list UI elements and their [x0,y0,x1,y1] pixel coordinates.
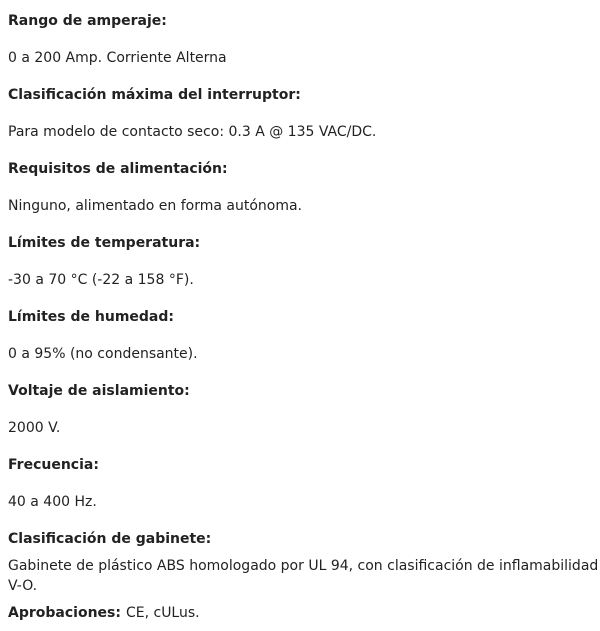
spec-label-enclosure-rating: Clasificación de gabinete: [8,530,212,547]
spec-label-temperature-limits: Límites de temperatura: [8,234,201,251]
spec-label-power-requirements: Requisitos de alimentación: [8,160,228,177]
spec-label-switch-rating: Clasificación máxima del interruptor: [8,86,301,103]
spec-value-approvals: CE, cULus. [125,604,200,621]
spec-approvals [8,594,600,631]
spec-label-amperage-range: Rango de amperaje: [8,12,167,29]
spec-value-humidity-limits: 0 a 95% (no condensante). [8,345,198,362]
spec-value-isolation-voltage: 2000 V. [8,419,61,436]
spec-label-frequency: Frecuencia: [8,456,99,473]
spec-value-frequency: 40 a 400 Hz. [8,493,97,510]
spec-value-enclosure-rating: Gabinete de plástico ABS homologado por UL 94, con clasificación de inflamabilidad V-O. [8,557,599,594]
spec-value-temperature-limits: -30 a 70 °C (-22 a 158 °F). [8,271,194,288]
spec-label-approvals: Aprobaciones: [8,604,121,621]
spec-label-humidity-limits: Límites de humedad: [8,308,174,325]
spec-value-power-requirements: Ninguno, alimentado en forma autónoma. [8,197,303,214]
spec-label-isolation-voltage: Voltaje de aislamiento: [8,382,190,399]
spec-value-switch-rating: Para modelo de contacto seco: 0.3 A @ 135 VAC/DC. [8,123,377,140]
spec-value-amperage-range: 0 a 200 Amp. Corriente Alterna [8,49,227,66]
